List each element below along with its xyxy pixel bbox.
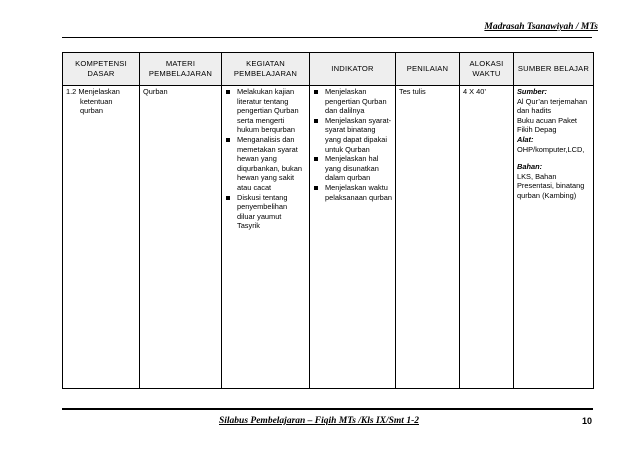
cell-indikator: [310, 86, 396, 389]
cell-penilaian: [396, 86, 460, 389]
alat-text: OHP/komputer,LCD,: [517, 144, 585, 154]
alat-label: Alat:: [517, 134, 534, 144]
table-row: [63, 86, 594, 389]
col-header-sumber-belajar: SUMBER BELAJAR: [514, 53, 594, 86]
list-item: Diskusi tentang penyembelihan diluar yaumut Tasyrik: [225, 193, 306, 231]
document-header-title: Madrasah Tsanawiyah / MTs: [484, 22, 598, 32]
syllabus-table: [62, 52, 594, 389]
list-item: Menganalisis dan memetakan syarat hewan yang diqurbankan, bukan hewan yang sakit atau cacat: [225, 135, 306, 193]
spacer: [517, 154, 590, 162]
cell-alokasi-waktu: [460, 86, 514, 389]
col-header-materi: MATERI PEMBELAJARAN: [140, 53, 222, 86]
col-header-kompetensi-dasar: KOMPETENSI DASAR: [63, 53, 140, 86]
table-header-row: [63, 53, 594, 86]
alokasi-waktu-text: 4 X 40’: [463, 87, 487, 96]
penilaian-text: Tes tulis: [399, 87, 426, 96]
buku-acuan-text: Buku acuan Paket Fikih Depag: [517, 115, 577, 135]
list-item: Menjelaskan waktu pelaksanaan qurban: [313, 183, 392, 202]
cell-sumber-belajar: [514, 86, 594, 389]
sumber-label: Sumber:: [517, 87, 547, 96]
footer-title: Silabus Pembelajaran – Fiqih MTs /Kls IX/Smt 1-2: [219, 416, 419, 426]
cell-kegiatan: [222, 86, 310, 389]
sumber-text: Al Qur’an terjemahan dan hadits: [517, 96, 588, 116]
materi-text: Qurban: [143, 87, 168, 96]
list-item: Menjelaskan hal yang disunatkan dalam qurban: [313, 154, 392, 183]
cell-kompetensi-dasar: [63, 86, 140, 389]
col-header-kegiatan: KEGIATAN PEMBELAJARAN: [222, 53, 310, 86]
col-header-penilaian: PENILAIAN: [396, 53, 460, 86]
bahan-text: LKS, Bahan Presentasi, binatang qurban (Kambing): [517, 171, 585, 200]
list-item: Menjelaskan pengertian Qurban dan dalilnya: [313, 87, 392, 116]
list-item: Menjelaskan syarat-syarat binatang yang dapat dipakai untuk Qurban: [313, 116, 392, 154]
footer-divider: [62, 408, 593, 410]
col-header-alokasi-waktu: ALOKASI WAKTU: [460, 53, 514, 86]
kompetensi-dasar-text: 1.2 Menjelaskan ketentuan qurban: [66, 87, 120, 116]
cell-materi: [140, 86, 222, 389]
kegiatan-list: [225, 87, 306, 231]
indikator-list: [313, 87, 392, 202]
col-header-indikator: INDIKATOR: [310, 53, 396, 86]
bahan-label: Bahan:: [517, 162, 543, 172]
list-item: Melakukan kajian literatur tentang pengertian Qurban serta mengerti hukum berqurban: [225, 87, 306, 135]
page-number: 10: [581, 416, 592, 426]
header-divider: [62, 37, 592, 38]
